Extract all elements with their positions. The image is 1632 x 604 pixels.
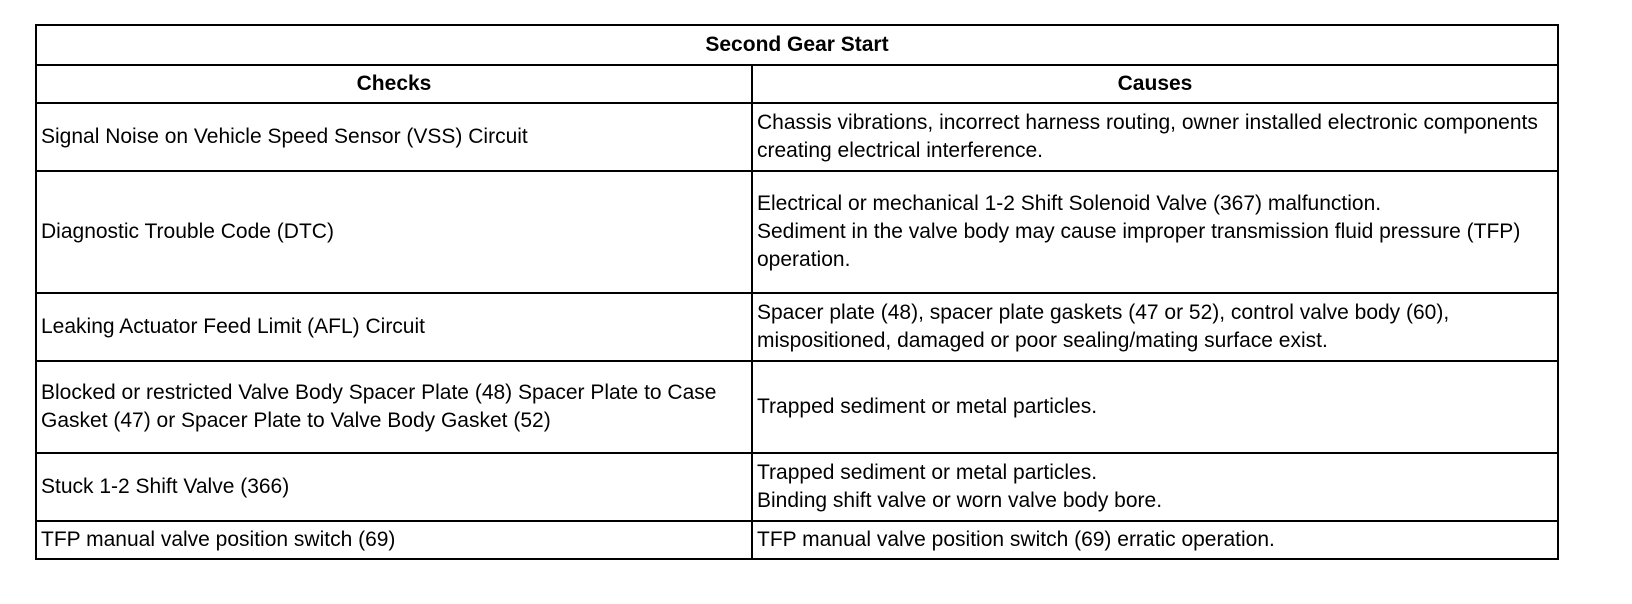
cause-text: Electrical or mechanical 1-2 Shift Solenoid Valve (367) malfunction. <box>757 192 1382 215</box>
causes-header: Causes <box>752 65 1558 103</box>
check-cell: Leaking Actuator Feed Limit (AFL) Circuit <box>36 293 752 361</box>
table-title: Second Gear Start <box>36 25 1558 65</box>
causes-cell <box>752 171 1558 293</box>
checks-header: Checks <box>36 65 752 103</box>
table-row <box>36 171 1558 293</box>
causes-cell <box>752 521 1558 559</box>
check-cell: Signal Noise on Vehicle Speed Sensor (VSS) Circuit <box>36 103 752 171</box>
table-row <box>36 453 1558 521</box>
cause-text: Trapped sediment or metal particles. <box>757 395 1098 418</box>
check-cell: Stuck 1-2 Shift Valve (366) <box>36 453 752 521</box>
cause-text: Spacer plate (48), spacer plate gaskets (47 or 52), control valve body (60), mispositioned, damaged or poor sealing/mating surface exist. <box>757 301 1450 352</box>
causes-cell <box>752 453 1558 521</box>
table-title-row <box>36 25 1558 65</box>
causes-cell <box>752 293 1558 361</box>
diagnostic-table <box>35 24 1559 560</box>
cause-text: Chassis vibrations, incorrect harness routing, owner installed electronic components creating electrical interference. <box>757 111 1538 162</box>
table-row <box>36 521 1558 559</box>
table-row <box>36 103 1558 171</box>
cause-text: Sediment in the valve body may cause improper transmission fluid pressure (TFP) operation. <box>757 220 1521 271</box>
check-cell: TFP manual valve position switch (69) <box>36 521 752 559</box>
table-header-row <box>36 65 1558 103</box>
table-row <box>36 361 1558 453</box>
cause-text: Trapped sediment or metal particles. <box>757 461 1098 484</box>
check-cell: Diagnostic Trouble Code (DTC) <box>36 171 752 293</box>
causes-cell <box>752 103 1558 171</box>
causes-cell <box>752 361 1558 453</box>
check-cell: Blocked or restricted Valve Body Spacer Plate (48) Spacer Plate to Case Gasket (47) or Spacer Plate to Valve Body Gasket (52) <box>36 361 752 453</box>
table-row <box>36 293 1558 361</box>
cause-text: TFP manual valve position switch (69) erratic operation. <box>757 528 1275 551</box>
cause-text: Binding shift valve or worn valve body bore. <box>757 489 1163 512</box>
